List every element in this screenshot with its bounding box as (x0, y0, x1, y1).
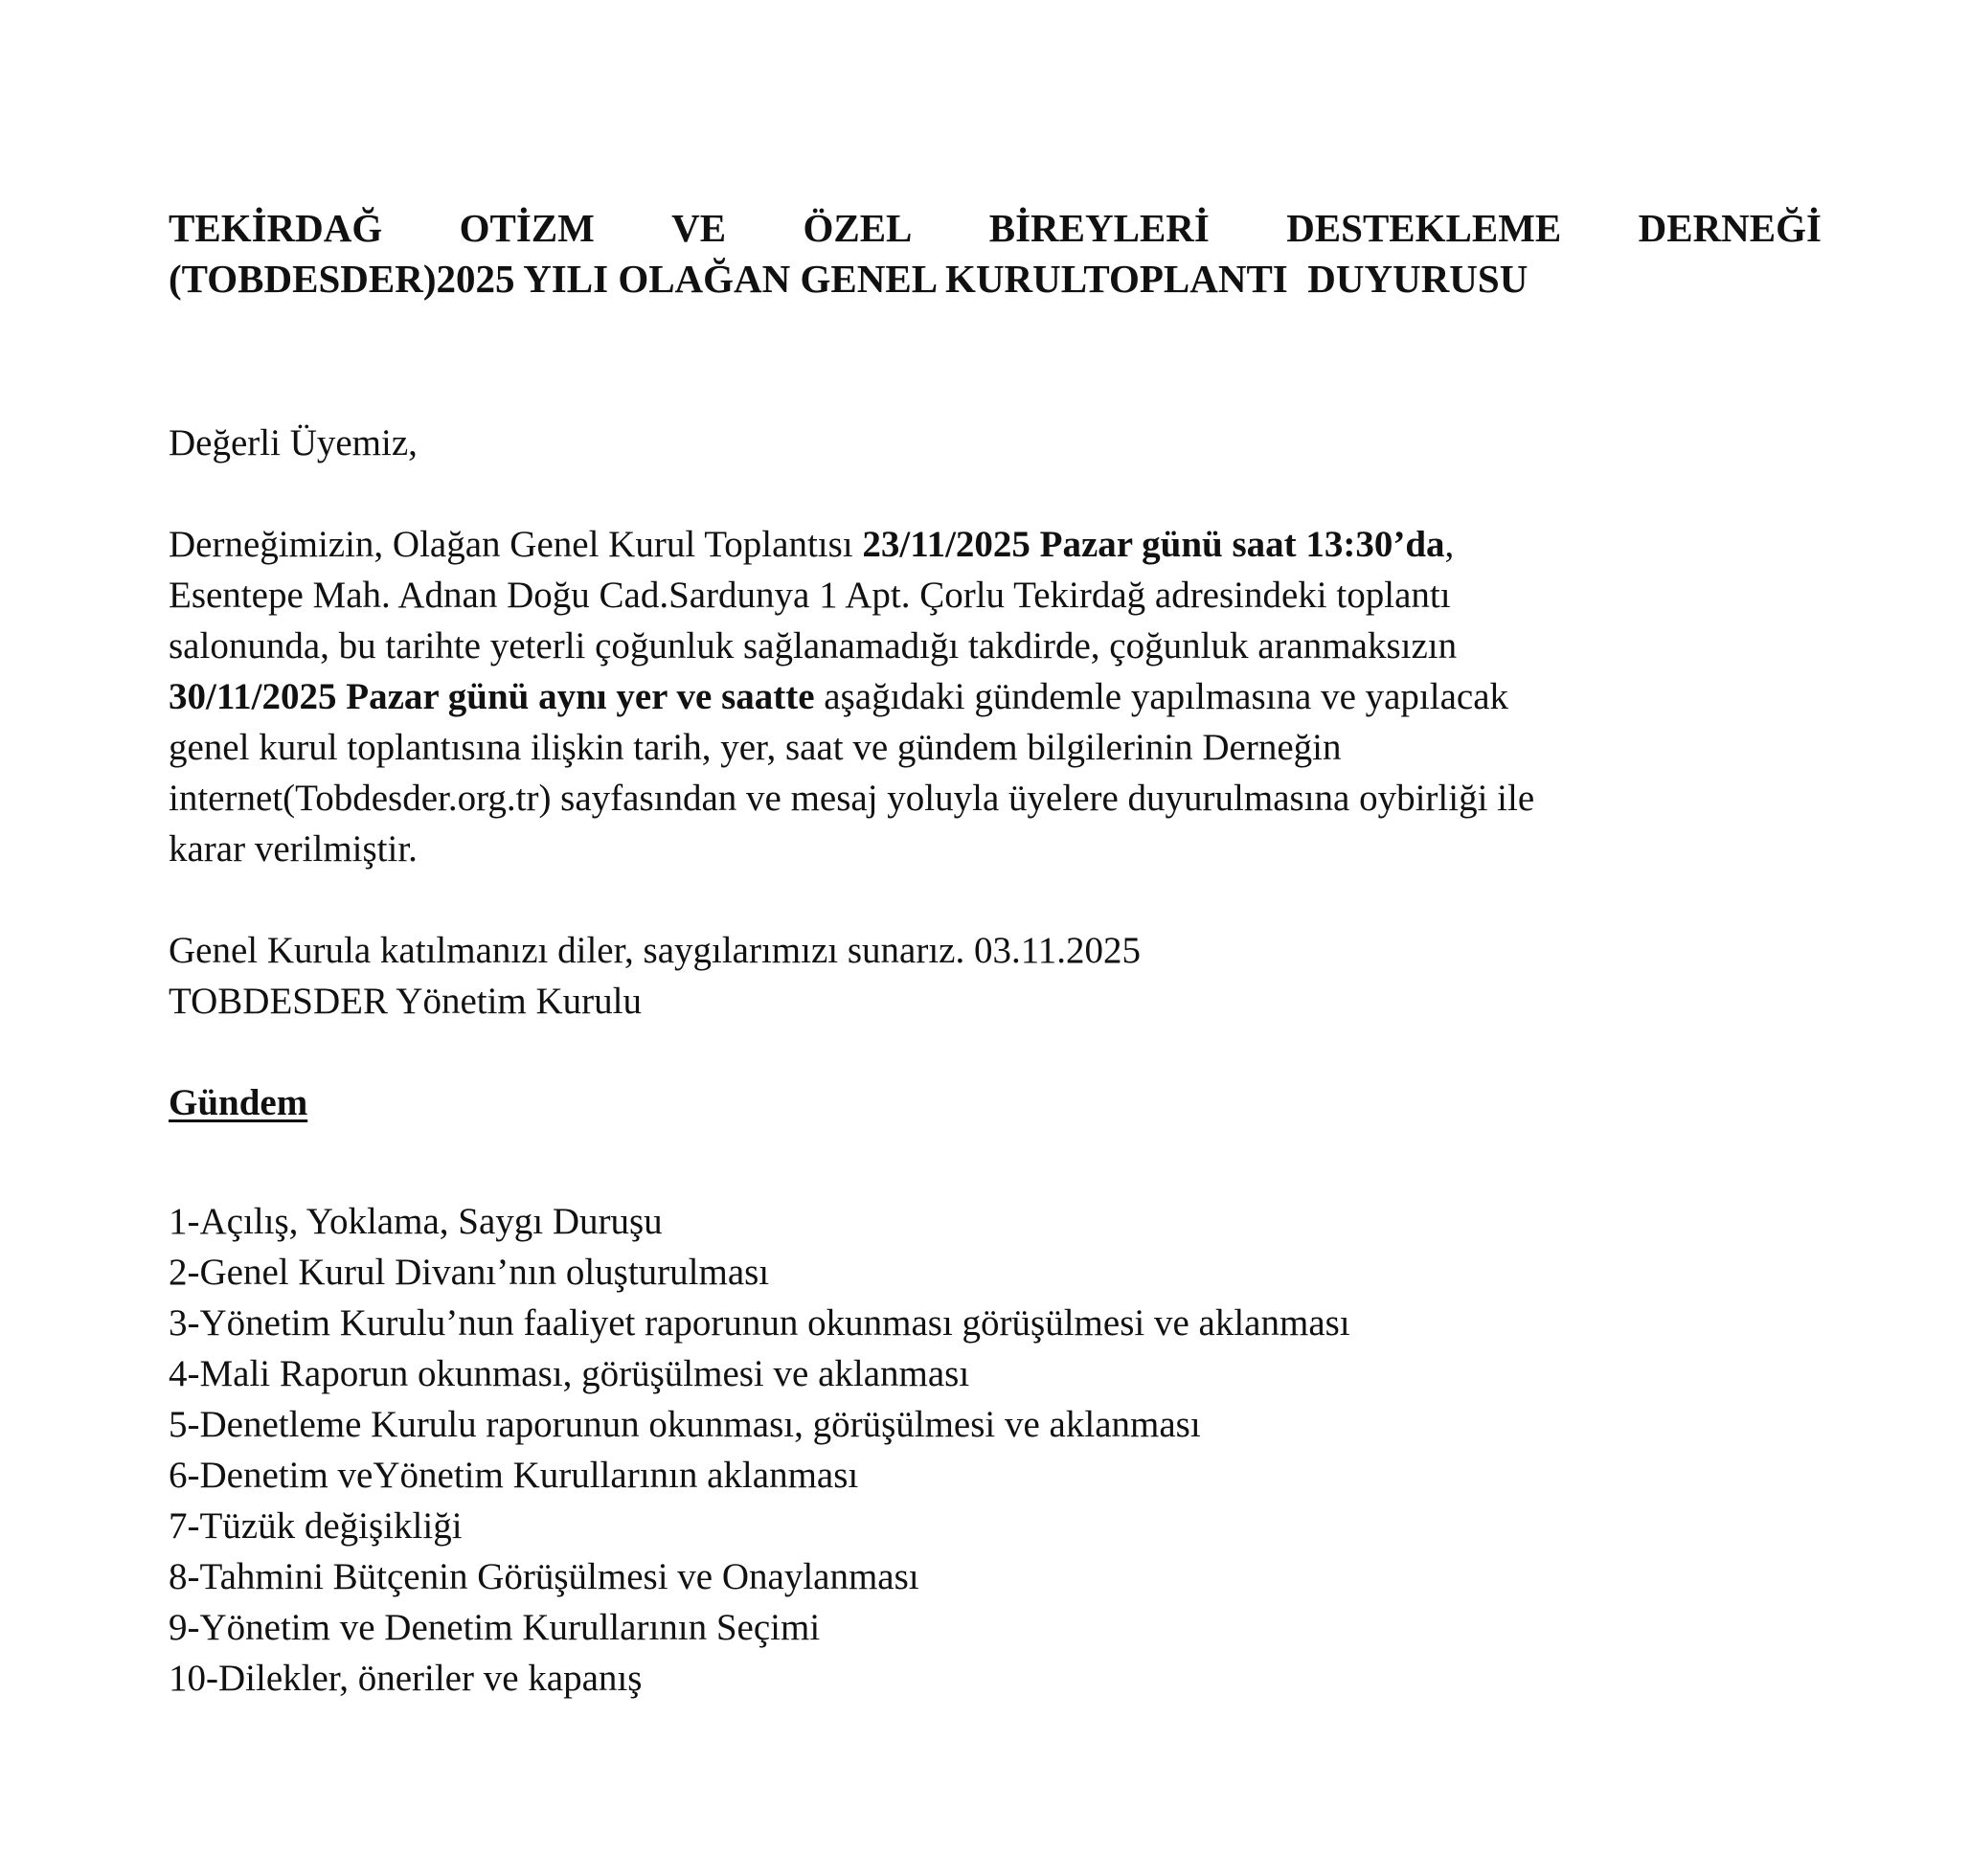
title-word: VE (671, 206, 727, 250)
agenda-item: 8-Tahmini Bütçenin Görüşülmesi ve Onaylanması (169, 1556, 919, 1597)
body-line (169, 671, 1822, 722)
announcement-page (169, 203, 1822, 1719)
agenda-heading: Gündem (169, 1082, 308, 1123)
body-line: Esentepe Mah. Adnan Doğu Cad.Sardunya 1 Apt. Çorlu Tekirdağ adresindeki toplantı (169, 575, 1451, 616)
agenda-item: 6-Denetim veYönetim Kurullarının aklanması (169, 1455, 859, 1496)
title-word: DERNEĞİ (1638, 206, 1822, 250)
body-text: , (1444, 524, 1455, 565)
agenda-item: 3-Yönetim Kurulu’nun faaliyet raporunun okunması görüşülmesi ve aklanması (169, 1302, 1350, 1344)
closing-line: Genel Kurula katılmanızı diler, saygılarımızı sunarız. 03.11.2025 (169, 930, 1142, 971)
first-meeting-date: 23/11/2025 Pazar günü saat 13:30’da (862, 524, 1445, 565)
body-text: Derneğimizin, Olağan Genel Kurul Toplantısı (169, 524, 863, 565)
document-title (169, 203, 1822, 305)
title-word: TEKİRDAĞ (169, 206, 383, 250)
closing (169, 925, 1822, 1027)
agenda-item: 10-Dilekler, öneriler ve kapanış (169, 1658, 643, 1699)
agenda-list (169, 1196, 1822, 1704)
agenda-item: 5-Denetleme Kurulu raporunun okunması, görüşülmesi ve aklanması (169, 1404, 1201, 1445)
greeting: Değerli Üyemiz, (169, 422, 418, 463)
agenda-item: 2-Genel Kurul Divanı’nın oluşturulması (169, 1252, 770, 1293)
title-word: DESTEKLEME (1286, 206, 1562, 250)
title-line-2: (TOBDESDER)2025 YILI OLAĞAN GENEL KURULTOPLANTI DUYURUSU (169, 257, 1528, 301)
body-text: aşağıdaki gündemle yapılmasına ve yapılacak (814, 676, 1509, 717)
signature: TOBDESDER Yönetim Kurulu (169, 981, 642, 1022)
agenda-item: 7-Tüzük değişikliği (169, 1505, 463, 1547)
body-paragraph (169, 519, 1822, 874)
agenda-item: 4-Mali Raporun okunması, görüşülmesi ve aklanması (169, 1353, 970, 1394)
agenda-item: 9-Yönetim ve Denetim Kurullarının Seçimi (169, 1607, 821, 1648)
title-word: ÖZEL (803, 206, 913, 250)
body-line: karar verilmiştir. (169, 828, 418, 870)
title-word: BİREYLERİ (988, 206, 1210, 250)
title-word: OTİZM (459, 206, 595, 250)
title-line-1 (169, 203, 1822, 254)
agenda-item: 1-Açılış, Yoklama, Saygı Duruşu (169, 1201, 663, 1242)
body-line (169, 519, 1822, 570)
second-meeting-date: 30/11/2025 Pazar günü aynı yer ve saatte (169, 676, 815, 717)
body-line: genel kurul toplantısına ilişkin tarih, yer, saat ve gündem bilgilerinin Derneğin (169, 727, 1342, 768)
body-line: internet(Tobdesder.org.tr) sayfasından ve mesaj yoluyla üyelere duyurulmasına oybirliği ile (169, 778, 1535, 819)
body-line: salonunda, bu tarihte yeterli çoğunluk sağlanamadığı takdirde, çoğunluk aranmaksızın (169, 625, 1458, 667)
